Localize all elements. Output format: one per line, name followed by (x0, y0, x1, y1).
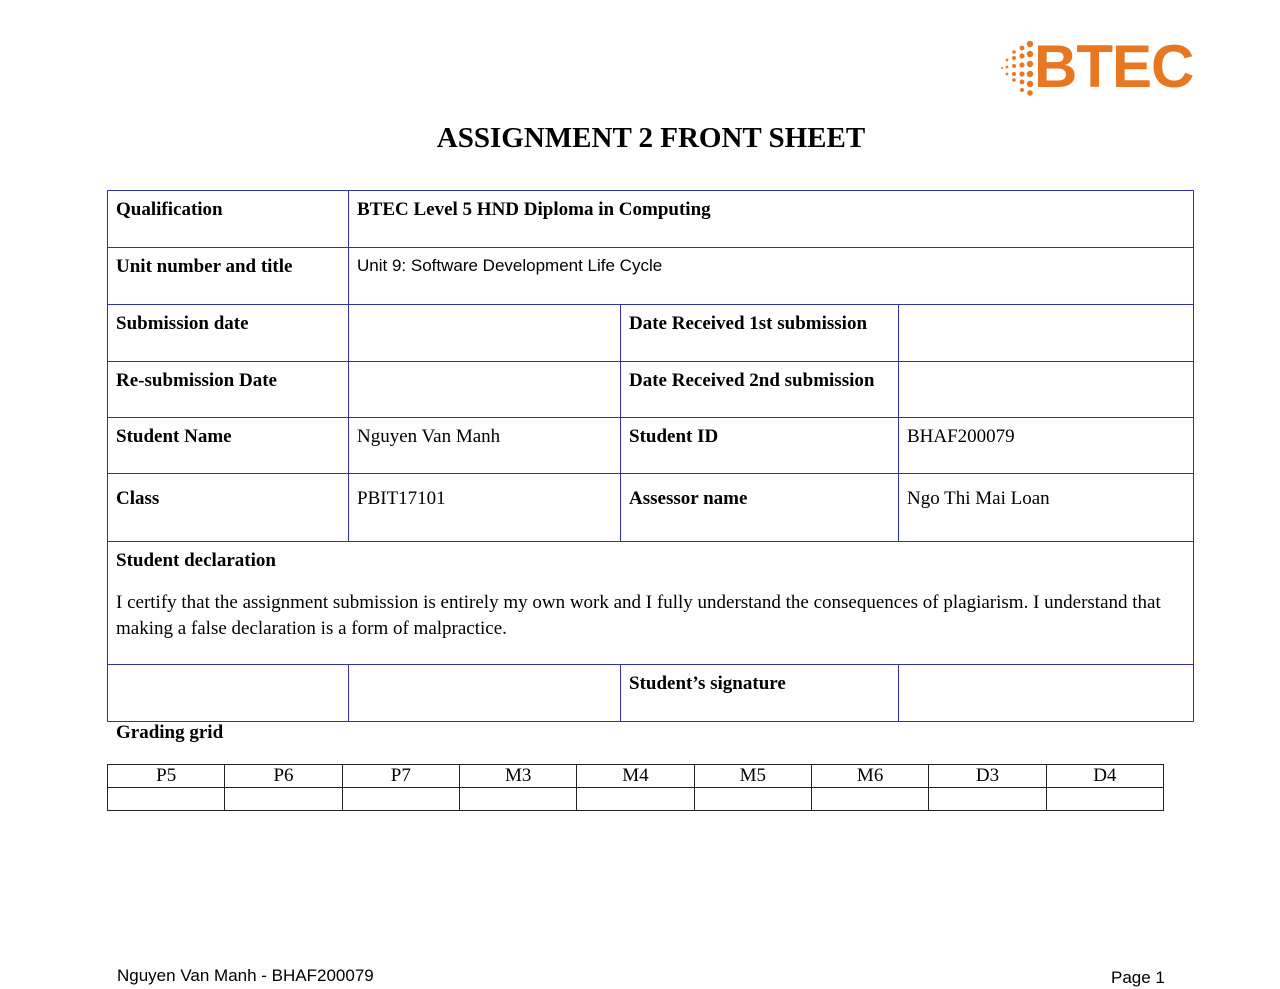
grade-cell (694, 788, 811, 811)
grading-grid-title: Grading grid (116, 722, 224, 743)
assessor-value: Ngo Thi Mai Loan (899, 474, 1194, 542)
grade-cell (108, 788, 225, 811)
grade-header: P5 (108, 765, 225, 788)
student-name-label: Student Name (108, 418, 349, 474)
grade-header: P7 (342, 765, 459, 788)
btec-logo-text: BTEC (1034, 33, 1194, 100)
grade-cell (459, 788, 576, 811)
unit-value: Unit 9: Software Development Life Cycle (349, 248, 1194, 305)
grade-cell (929, 788, 1046, 811)
student-id-value: BHAF200079 (899, 418, 1194, 474)
submission-date-label: Submission date (108, 305, 349, 362)
grade-cell (342, 788, 459, 811)
date-received-2-label: Date Received 2nd submission (621, 362, 899, 418)
signature-label: Student’s signature (621, 665, 899, 722)
grade-cell (1046, 788, 1163, 811)
btec-logo (1000, 33, 1196, 100)
signature-blank-1 (108, 665, 349, 722)
page-title: ASSIGNMENT 2 FRONT SHEET (436, 122, 866, 154)
grade-header: P6 (225, 765, 342, 788)
date-received-1-label: Date Received 1st submission (621, 305, 899, 362)
signature-blank-2 (349, 665, 621, 722)
student-name-value: Nguyen Van Manh (349, 418, 621, 474)
grade-header: M4 (577, 765, 694, 788)
grade-header: D4 (1046, 765, 1163, 788)
grade-header: M3 (459, 765, 576, 788)
qualification-label: Qualification (108, 191, 349, 248)
grade-header: M6 (811, 765, 928, 788)
assessor-label: Assessor name (621, 474, 899, 542)
student-id-label: Student ID (621, 418, 899, 474)
signature-value (899, 665, 1194, 722)
grade-cell (225, 788, 342, 811)
grade-cell (577, 788, 694, 811)
front-sheet-table (107, 190, 1194, 722)
grade-header: M5 (694, 765, 811, 788)
submission-date-value (349, 305, 621, 362)
grade-cell (811, 788, 928, 811)
resubmission-date-label: Re-submission Date (108, 362, 349, 418)
declaration-cell (108, 542, 1194, 665)
footer-author: Nguyen Van Manh - BHAF200079 (117, 966, 374, 985)
declaration-title: Student declaration (116, 550, 276, 571)
resubmission-date-value (349, 362, 621, 418)
qualification-value: BTEC Level 5 HND Diploma in Computing (349, 191, 1194, 248)
grading-grid-table (107, 764, 1164, 811)
grade-header: D3 (929, 765, 1046, 788)
unit-label: Unit number and title (108, 248, 349, 305)
date-received-2-value (899, 362, 1194, 418)
footer-page-number: Page 1 (1111, 968, 1165, 987)
class-value: PBIT17101 (349, 474, 621, 542)
grading-header-row (108, 765, 1164, 788)
date-received-1-value (899, 305, 1194, 362)
declaration-text: I certify that the assignment submission is entirely my own work and I fully understand the consequences of plagiarism. I understand that making a false declaration is a form of malpractice. (116, 592, 1161, 639)
class-label: Class (108, 474, 349, 542)
grading-value-row (108, 788, 1164, 811)
